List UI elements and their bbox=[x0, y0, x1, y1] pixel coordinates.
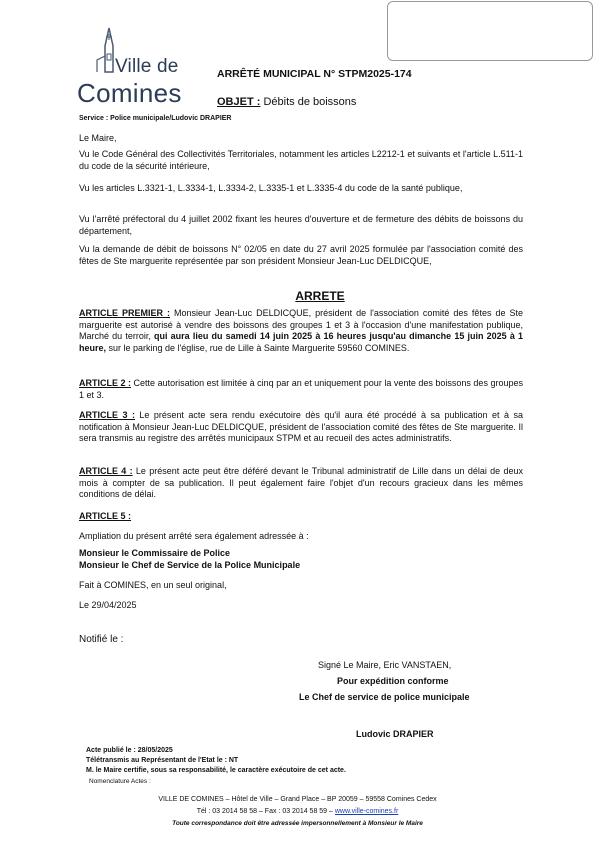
nomenclature: Nomenclature Actes : bbox=[89, 778, 151, 785]
vu-demande: Vu la demande de débit de boissons N° 02/05 en date du 27 avril 2025 formulée par l'association comité des fêtes de Ste marguerite représentée par son président Monsieur Jean-Luc DELDICQUE, bbox=[79, 244, 523, 266]
article-4: ARTICLE 4 : Le présent acte peut être déféré devant le Tribunal administratif de Lille dans un délai de deux mois à compter de sa publication. Il peut également faire l'objet d'un recours gracieux dans les mêmes conditions de délai. bbox=[79, 466, 523, 499]
article-4-label: ARTICLE 4 : bbox=[79, 466, 133, 476]
destinataire-1: Monsieur le Commissaire de Police bbox=[79, 548, 231, 558]
article-2-label: ARTICLE 2 : bbox=[79, 378, 132, 388]
article-1: ARTICLE PREMIER : Monsieur Jean-Luc DELDICQUE, président de l'association comité des fêtes de Ste marguerite est autorisé à vendre des boissons des groupes 1 et 3 à l'occasion d'une manifestation publique, Marché du terroir, qui aura lieu du samedi 14 juin 2025 à 16 heures jusqu'au dimanche 15 juin 2025 à 1 heure, sur le parking de l'église, rue de Lille à Sainte Marguerite 59560 COMINES. bbox=[79, 308, 524, 353]
signatory-name: Ludovic DRAPIER bbox=[356, 729, 434, 739]
destinataire-2: Monsieur le Chef de Service de la Police Municipale bbox=[79, 560, 301, 570]
vu-sante: Vu les articles L.3321-1, L.3334-1, L.3334-2, L.3335-1 et L.3335-4 du code de la santé publique, bbox=[79, 183, 463, 193]
stamp-box bbox=[387, 1, 593, 61]
decree-object bbox=[217, 96, 356, 108]
article-3-label: ARTICLE 3 : bbox=[79, 410, 135, 420]
city-logo bbox=[75, 26, 200, 111]
objet-label: OBJET : bbox=[217, 96, 261, 108]
vu-prefectoral: Vu l'arrêté préfectoral du 4 juillet 2002 fixant les heures d'ouverture et de fermeture des débits de boissons du département, bbox=[79, 214, 523, 236]
arrete-heading: ARRETE bbox=[295, 289, 345, 303]
decree-title: ARRÊTÉ MUNICIPAL N° STPM2025-174 bbox=[217, 68, 412, 80]
logo-line2: Comines bbox=[77, 78, 182, 108]
website-link[interactable]: www.ville-comines.fr bbox=[334, 808, 399, 815]
contact-line: Tél : 03 2014 58 58 – Fax : 03 2014 58 59 – www.ville-comines.fr bbox=[196, 808, 399, 815]
signature-line-1: Signé Le Maire, Eric VANSTAEN, bbox=[318, 660, 452, 670]
vu-cgct: Vu le Code Général des Collectivités Territoriales, notamment les articles L2212-1 et suivants et l'article L.511-1 du code de la sécurité intérieure, bbox=[79, 149, 523, 171]
service-line: Service : Police municipale/Ludovic DRAPIER bbox=[79, 115, 232, 122]
address-line: VILLE DE COMINES – Hôtel de Ville – Grand Place – BP 20059 – 59558 Comines Cedex bbox=[158, 796, 437, 803]
article-1-label: ARTICLE PREMIER : bbox=[79, 308, 171, 318]
logo-line1: Ville de bbox=[115, 56, 179, 77]
notifie-le: Notifié le : bbox=[79, 634, 124, 645]
article-2: ARTICLE 2 : Cette autorisation est limitée à cinq par an et uniquement pour la vente des boissons des groupes 1 et 3. bbox=[79, 378, 523, 400]
ampliation: Ampliation du présent arrêté sera également adressée à : bbox=[79, 531, 309, 541]
teletransmis: Télétransmis au Représentant de l'Etat le : NT bbox=[86, 757, 239, 764]
article-5-label: ARTICLE 5 : bbox=[79, 511, 132, 521]
objet-text: Débits de boissons bbox=[260, 96, 357, 108]
signature-line-2: Pour expédition conforme bbox=[337, 676, 449, 686]
acte-publie: Acte publié le : 28/05/2025 bbox=[86, 747, 173, 754]
certification: M. le Maire certifie, sous sa responsabilité, le caractère exécutoire de cet acte. bbox=[86, 767, 346, 774]
decree-date: Le 29/04/2025 bbox=[79, 600, 137, 610]
le-maire: Le Maire, bbox=[79, 133, 117, 143]
signature-line-3: Le Chef de service de police municipale bbox=[299, 692, 470, 702]
article-5 bbox=[79, 511, 523, 523]
article-3: ARTICLE 3 : Le présent acte sera rendu exécutoire dès qu'il aura été procédé à sa publication et à sa notification à Monsieur Jean-Luc DELDICQUE, président de l'association comité des fêtes de Ste marguerite. Il sera transmis au registre des arrêtés municipaux STPM et au recueil des actes administratifs. bbox=[79, 410, 523, 443]
correspondance-note: Toute correspondance doit être adressée impersonnellement à Monsieur le Maire bbox=[172, 820, 423, 827]
fait-a: Fait à COMINES, en un seul original, bbox=[79, 580, 227, 590]
